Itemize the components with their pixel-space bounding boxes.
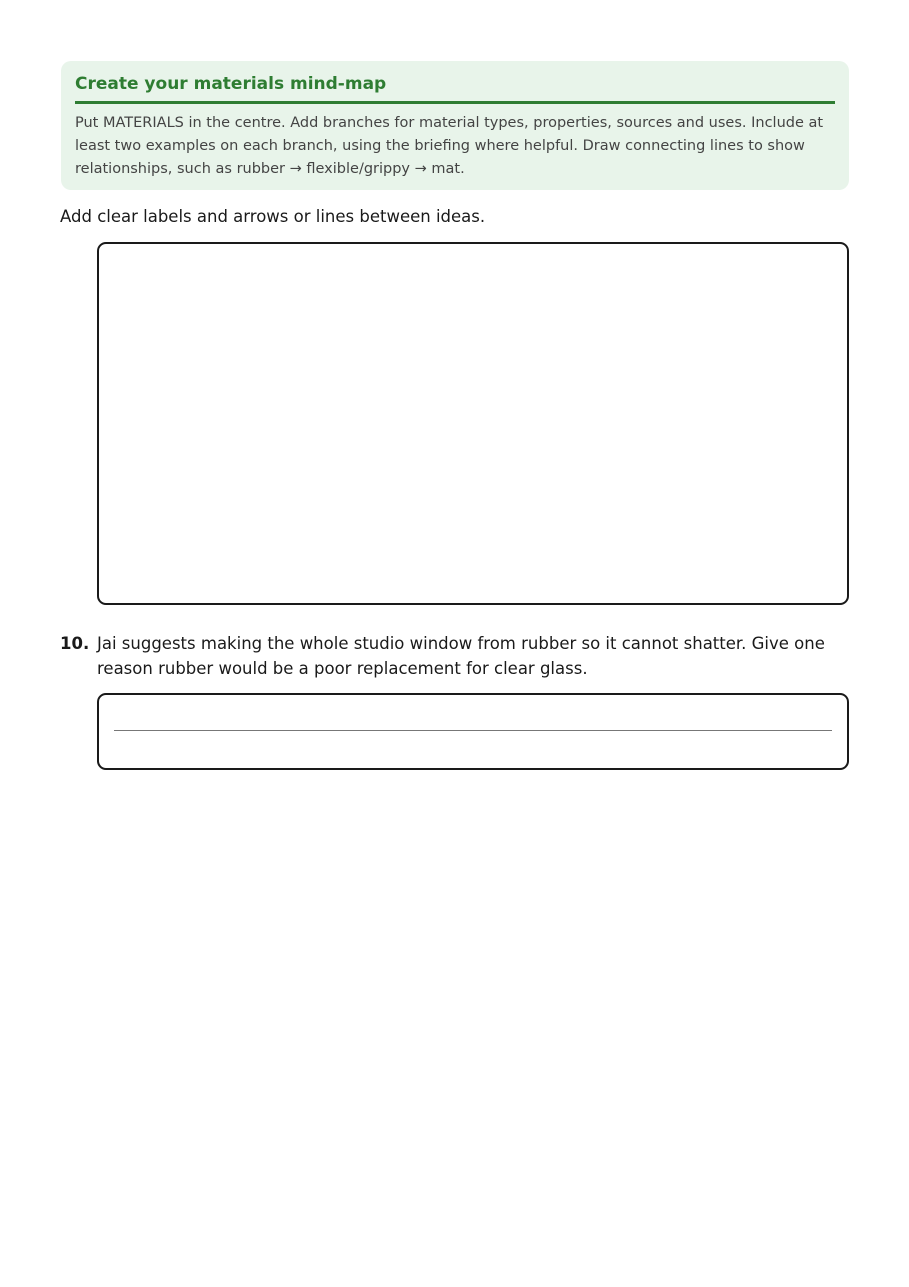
question-number: 10.	[60, 634, 90, 653]
answer-box[interactable]	[97, 693, 849, 770]
answer-line	[114, 730, 832, 731]
question-text: Jai suggests making the whole studio window from rubber so it cannot shatter. Give one reason rubber would be a poor replacement for clear glass.	[97, 634, 825, 678]
info-box-title: Create your materials mind-map	[75, 73, 835, 104]
mind-map-instruction: Add clear labels and arrows or lines between ideas.	[60, 207, 486, 226]
mind-map-info-box	[61, 61, 849, 190]
mind-map-drawing-area[interactable]	[97, 242, 849, 605]
info-box-text: Put MATERIALS in the centre. Add branches for material types, properties, sources and uses. Include at least two examples on each branch, using the briefing where helpful. Draw connecting lines to show relationships, such as rubber → flexible/grippy → mat.	[75, 115, 824, 177]
